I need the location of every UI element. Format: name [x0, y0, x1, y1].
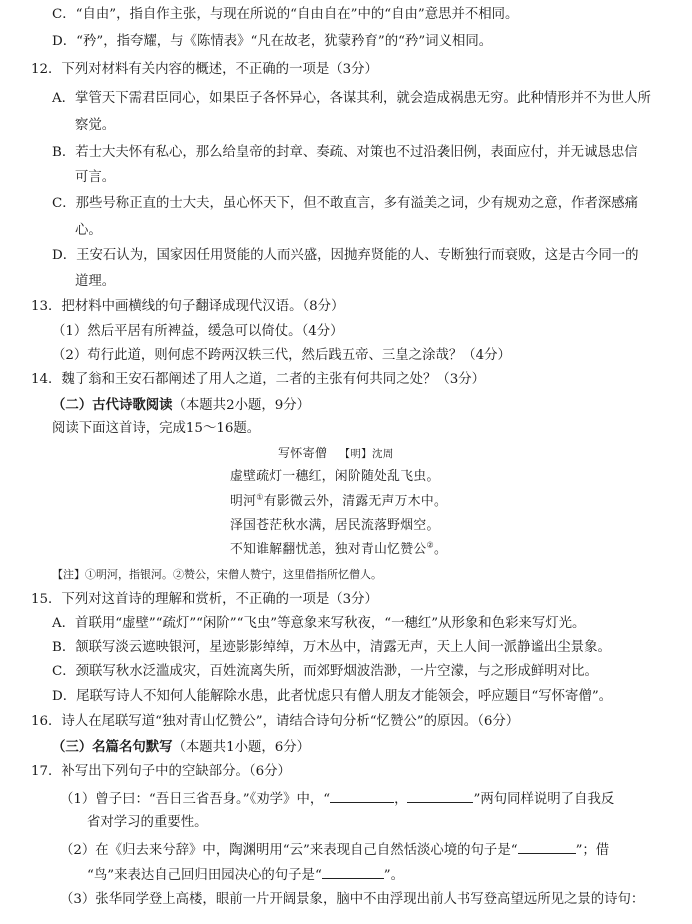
section3-note: （本题共1小题，6分）: [172, 740, 311, 755]
q17-item-2-cont: [87, 864, 404, 886]
q12-option-d: D．王安石认为，国家因任用贤能的人而兴盛，因抛弃贤能的人、专断独行而衰败，这是古今同一的: [52, 248, 639, 263]
q15-option-a: A．首联用“虚壁”“疏灯”“闲阶”“飞虫”等意象来写秋夜，“一穗红”从形象和色彩来写灯光。: [52, 616, 586, 631]
q17-item-2-text-a: （2）在《归去来兮辞》中，陶渊明用“云”来表现自己自然恬淡心境的句子是“: [60, 843, 518, 858]
poem-line-4: [230, 541, 447, 559]
q12-option-a: A．掌管天下需君臣同心，如果臣子各怀异心，各谋其利，就会造成祸患无穷。此种情形并不为世人所: [52, 91, 651, 106]
q17-item-2-text-d: ”。: [383, 868, 405, 883]
q12-option-a-cont: 察觉。: [75, 118, 116, 133]
q12-option-d-cont: 道理。: [75, 274, 116, 289]
answer-blank-3[interactable]: [518, 839, 576, 854]
q13-sentence-1: （1）然后平居有所裨益，缓急可以倚仗。（4分）: [52, 324, 344, 339]
poem-line-2a: 明河: [230, 494, 257, 509]
q17-item-1-text-b: ”两句同样说明了自我反: [473, 792, 615, 807]
poem-line-2b: 有影微云外，清露无声万木中。: [263, 494, 448, 509]
q15-option-d: D．尾联写诗人不知何人能解除水患，此者忧虑只有僧人朋友才能领会，呼应题目“写怀寄僧”。: [52, 689, 613, 704]
q17-item-2: [60, 839, 609, 861]
q15-option-b: B．颔联写淡云遮映银河，星迹影影绰绰，万木丛中，清露无声，天上人间一派静谧出尘景象。: [52, 640, 611, 655]
answer-blank-1[interactable]: [330, 788, 394, 803]
q11-option-d: D．“矜”，指夸耀，与《陈情表》“凡在故老，犹蒙矜育”的“矜”词义相同。: [52, 34, 493, 49]
footnote-mark-1: ①: [256, 492, 264, 502]
poem-heading: [278, 444, 394, 463]
q15-stem: 15．下列对这首诗的理解和赏析，不正确的一项是（3分）: [31, 592, 378, 607]
section2-note: （本题共2小题，9分）: [172, 398, 311, 413]
q14-stem: 14．魏了翁和王安石都阐述了用人之道，二者的主张有何共同之处？（3分）: [31, 372, 486, 387]
q12-option-b: B．若士大夫怀有私心，那么给皇帝的封章、奏疏、对策也不过沿袭旧例，表面应付，并无诚恳忠信: [52, 145, 638, 160]
q12-option-c-cont: 心。: [75, 223, 102, 238]
q17-item-1-sep: ，: [394, 792, 408, 807]
section3-heading: [52, 737, 310, 758]
poem-line-3: 泽国苍茫秋水满，居民流落野烟空。: [230, 518, 440, 533]
poem-line-4a: 不知谁解翻忧恙，独对青山忆赞公: [230, 542, 427, 557]
q12-option-b-cont: 可言。: [75, 170, 116, 185]
q12-option-c: C．那些号称正直的士大夫，虽心怀天下，但不敢直言，多有溢美之词，少有规劝之意，作者深感痛: [52, 196, 639, 211]
section3-title: （三）名篇名句默写: [52, 739, 173, 755]
q17-item-1: [60, 788, 614, 810]
q11-option-c: C．“自由”，指自作主张，与现在所说的“自由自在”中的“自由”意思并不相同。: [52, 7, 519, 22]
poem-annotation: 【注】①明河，指银河。②赞公，宋僧人赞宁，这里借指所忆僧人。: [52, 568, 382, 581]
section2-heading: [52, 395, 310, 416]
q17-item-1-cont: 省对学习的重要性。: [87, 815, 208, 830]
q17-item-3: （3）张华同学登上高楼，眼前一片开阔景象，脑中不由浮现出前人书写登高望远所见之景的诗句：: [60, 892, 645, 907]
answer-blank-4[interactable]: [322, 864, 384, 879]
poem-line-2: [230, 493, 447, 511]
q13-stem: 13．把材料中画横线的句子翻译成现代汉语。（8分）: [31, 299, 345, 314]
q17-stem: 17．补写出下列句子中的空缺部分。（6分）: [31, 764, 291, 779]
q13-sentence-2: （2）苟行此道，则何虑不跨两汉轶三代，然后践五帝、三皇之涂哉？（4分）: [52, 348, 511, 363]
footnote-mark-2: ②: [426, 540, 434, 550]
poem-line-4b: 。: [433, 542, 448, 557]
q17-item-2-text-c: “鸟”来表达自己回归田园决心的句子是“: [87, 868, 322, 883]
q16-stem: 16．诗人在尾联写道“独对青山忆赞公”，请结合诗句分析“忆赞公”的原因。（6分）: [31, 714, 520, 729]
q17-item-1-text-a: （1）曾子曰：“吾日三省吾身。”《劝学》中，“: [60, 792, 331, 807]
poem-author: 【明】沈周: [339, 448, 394, 460]
poem-line-1: 虚壁疏灯一穗红，闲阶随处乱飞虫。: [230, 469, 440, 484]
poem-title: 写怀寄僧: [278, 446, 328, 460]
answer-blank-2[interactable]: [407, 788, 473, 803]
q15-option-c: C．颈联写秋水泛滥成灾，百姓流离失所，而郊野烟波浩渺，一片空濛，与之形成鲜明对比。: [52, 664, 598, 679]
q12-stem: 12．下列对材料有关内容的概述，不正确的一项是（3分）: [31, 62, 378, 77]
q17-item-2-text-b: ”；借: [575, 843, 610, 858]
section2-intro: 阅读下面这首诗，完成15～16题。: [52, 421, 261, 436]
section2-title: （二）古代诗歌阅读: [52, 397, 173, 413]
